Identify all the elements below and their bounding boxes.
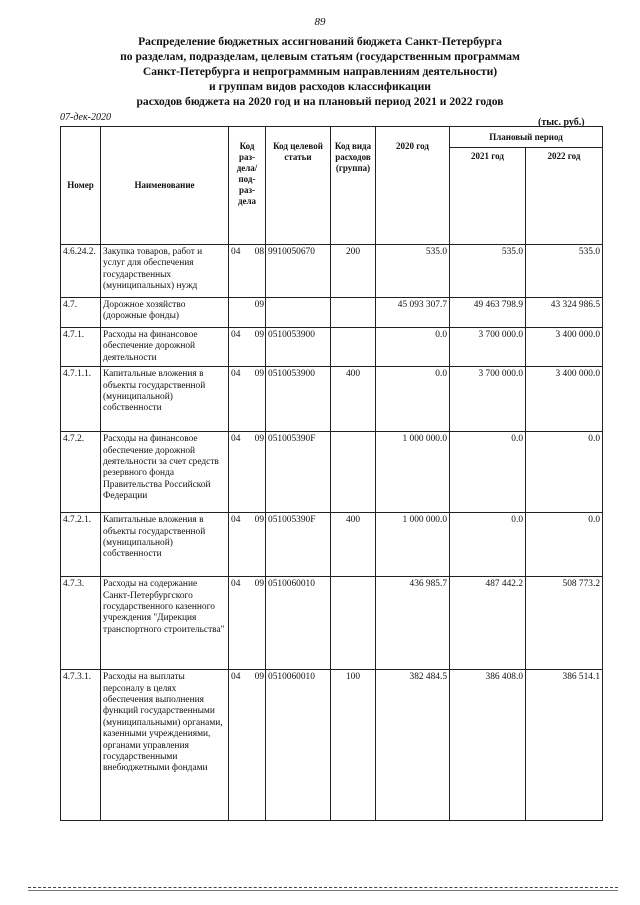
table-row xyxy=(61,367,603,432)
row-section: 04 xyxy=(229,367,244,432)
row-expense: 100 xyxy=(331,670,376,821)
row-subsection: 09 xyxy=(244,670,266,821)
header-number: Номер xyxy=(61,127,101,245)
row-section xyxy=(229,298,244,328)
row-name: Расходы на финансовое обеспечение дорожной деятельности xyxy=(101,328,229,367)
row-2022: 0.0 xyxy=(526,432,603,513)
row-2020: 45 093 307.7 xyxy=(376,298,450,328)
table-row xyxy=(61,298,603,328)
row-section: 04 xyxy=(229,670,244,821)
row-2020: 0.0 xyxy=(376,367,450,432)
header-2022: 2022 год xyxy=(526,148,603,245)
row-number: 4.6.24.2. xyxy=(61,245,101,298)
table-row xyxy=(61,513,603,577)
header-2020: 2020 год xyxy=(376,127,450,245)
row-subsection: 09 xyxy=(244,367,266,432)
row-2022: 3 400 000.0 xyxy=(526,328,603,367)
row-name: Капитальные вложения в объекты государственной (муниципальной) собственности xyxy=(101,367,229,432)
header-target: Код целевой статьи xyxy=(266,127,331,245)
row-subsection: 08 xyxy=(244,245,266,298)
row-target: 051005390F xyxy=(266,513,331,577)
row-2022: 0.0 xyxy=(526,513,603,577)
row-2022: 535.0 xyxy=(526,245,603,298)
row-target: 051005390F xyxy=(266,432,331,513)
row-number: 4.7.3. xyxy=(61,577,101,670)
row-subsection: 09 xyxy=(244,298,266,328)
title-line: и группам видов расходов классификации xyxy=(209,80,431,93)
row-2020: 436 985.7 xyxy=(376,577,450,670)
row-subsection: 09 xyxy=(244,432,266,513)
row-target xyxy=(266,298,331,328)
row-2020: 1 000 000.0 xyxy=(376,513,450,577)
scan-edge-line xyxy=(28,890,618,891)
row-expense: 400 xyxy=(331,513,376,577)
row-section: 04 xyxy=(229,245,244,298)
row-2022: 3 400 000.0 xyxy=(526,367,603,432)
budget-table xyxy=(60,126,603,821)
row-subsection: 09 xyxy=(244,577,266,670)
row-expense xyxy=(331,328,376,367)
table-row xyxy=(61,245,603,298)
row-subsection: 09 xyxy=(244,513,266,577)
row-target: 0510053900 xyxy=(266,328,331,367)
row-2020: 1 000 000.0 xyxy=(376,432,450,513)
row-section: 04 xyxy=(229,577,244,670)
row-number: 4.7.1.1. xyxy=(61,367,101,432)
table-row xyxy=(61,328,603,367)
row-subsection: 09 xyxy=(244,328,266,367)
row-target: 0510060010 xyxy=(266,670,331,821)
row-expense xyxy=(331,432,376,513)
row-expense: 400 xyxy=(331,367,376,432)
row-name: Расходы на финансовое обеспечение дорожной деятельности за счет средств резервного фонда Правительства Российской Федерации xyxy=(101,432,229,513)
table-row xyxy=(61,432,603,513)
row-2021: 3 700 000.0 xyxy=(450,328,526,367)
row-2020: 382 484.5 xyxy=(376,670,450,821)
table-row xyxy=(61,670,603,821)
row-2022: 386 514.1 xyxy=(526,670,603,821)
row-name: Расходы на выплаты персоналу в целях обеспечения выполнения функций государственными (муниципальными) органами, казенными учреждениями, органами управления государственными внебюджетными фондами xyxy=(101,670,229,821)
row-target: 0510053900 xyxy=(266,367,331,432)
row-target: 0510060010 xyxy=(266,577,331,670)
row-2021: 535.0 xyxy=(450,245,526,298)
row-section: 04 xyxy=(229,328,244,367)
row-expense xyxy=(331,298,376,328)
title-line: Распределение бюджетных ассигнований бюджета Санкт-Петербурга xyxy=(138,35,502,48)
page-number: 89 xyxy=(314,16,326,28)
document-date: 07-дек-2020 xyxy=(60,112,111,123)
row-2021: 487 442.2 xyxy=(450,577,526,670)
title-line: расходов бюджета на 2020 год и на плановый период 2021 и 2022 годов xyxy=(136,95,504,108)
row-number: 4.7.2. xyxy=(61,432,101,513)
title-line: по разделам, подразделам, целевым статьям (государственным программам xyxy=(120,50,520,63)
row-2020: 535.0 xyxy=(376,245,450,298)
scan-edge-line xyxy=(28,887,618,888)
row-number: 4.7. xyxy=(61,298,101,328)
row-2021: 386 408.0 xyxy=(450,670,526,821)
row-name: Расходы на содержание Санкт-Петербургского государственного казенного учреждения "Дирекция транспортного строительства" xyxy=(101,577,229,670)
row-number: 4.7.2.1. xyxy=(61,513,101,577)
row-expense: 200 xyxy=(331,245,376,298)
row-expense xyxy=(331,577,376,670)
row-name: Закупка товаров, работ и услуг для обеспечения государственных (муниципальных) нужд xyxy=(101,245,229,298)
row-name: Капитальные вложения в объекты государственной (муниципальной) собственности xyxy=(101,513,229,577)
row-2022: 508 773.2 xyxy=(526,577,603,670)
row-section: 04 xyxy=(229,432,244,513)
row-2022: 43 324 986.5 xyxy=(526,298,603,328)
row-section: 04 xyxy=(229,513,244,577)
row-number: 4.7.1. xyxy=(61,328,101,367)
header-2021: 2021 год xyxy=(450,148,526,245)
units-label: (тыс. руб.) xyxy=(538,117,585,128)
row-2021: 0.0 xyxy=(450,513,526,577)
table-row xyxy=(61,577,603,670)
document-title xyxy=(80,34,560,109)
row-2021: 49 463 798.9 xyxy=(450,298,526,328)
header-name: Наименование xyxy=(101,127,229,245)
row-number: 4.7.3.1. xyxy=(61,670,101,821)
header-expense-type: Код вида расходов (группа) xyxy=(331,127,376,245)
row-2020: 0.0 xyxy=(376,328,450,367)
row-2021: 0.0 xyxy=(450,432,526,513)
row-target: 9910050670 xyxy=(266,245,331,298)
header-section: Код раз-дела/ под-раз-дела xyxy=(229,127,266,245)
header-planned-period: Плановый период xyxy=(450,127,603,148)
row-2021: 3 700 000.0 xyxy=(450,367,526,432)
row-name: Дорожное хозяйство (дорожные фонды) xyxy=(101,298,229,328)
title-line: Санкт-Петербурга и непрограммным направлениям деятельности) xyxy=(142,65,498,78)
